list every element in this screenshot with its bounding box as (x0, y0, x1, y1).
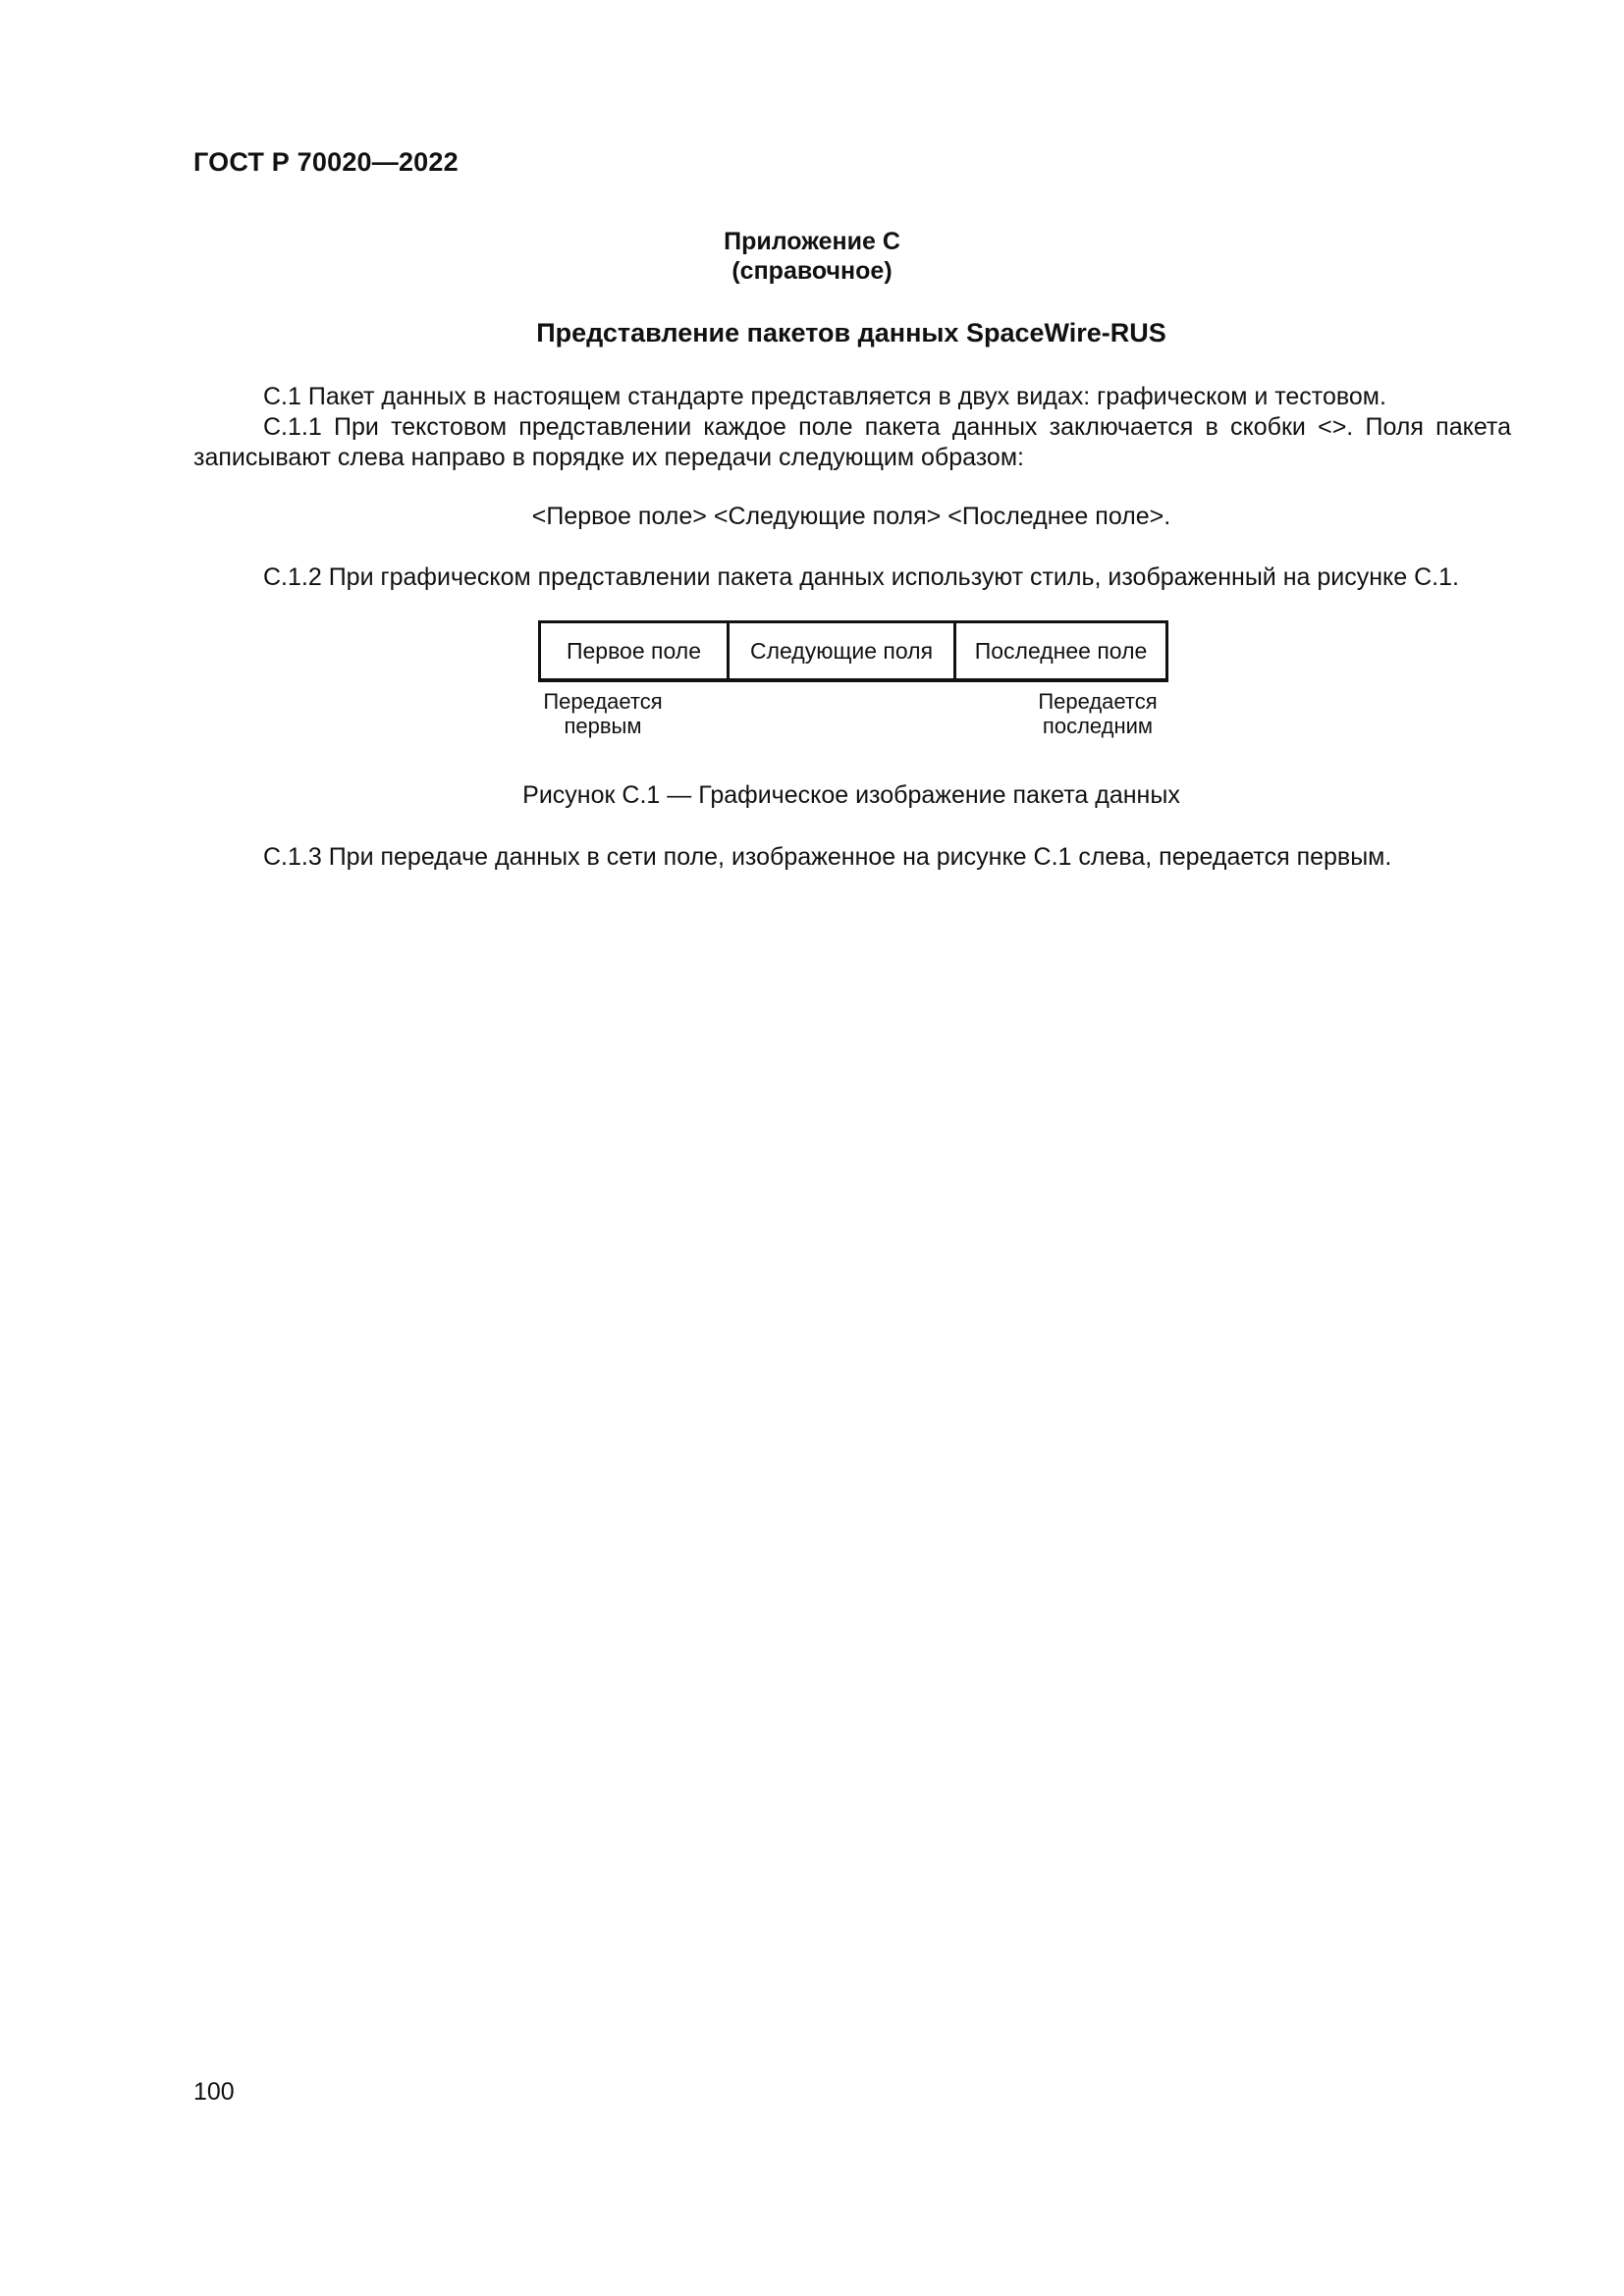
document-header: ГОСТ Р 70020—2022 (193, 147, 459, 177)
transmitted-last-label (1029, 689, 1166, 738)
packet-field-next: Следующие поля (730, 623, 956, 678)
appendix-type: (справочное) (731, 257, 893, 285)
appendix-title: Приложение С (724, 228, 900, 255)
transmitted-last-line1: Передается (1038, 689, 1158, 714)
section-title: Представление пакетов данных SpaceWire-RUS (536, 318, 1166, 347)
figure-caption: Рисунок С.1 — Графическое изображение пакета данных (522, 781, 1180, 809)
page-number: 100 (193, 2078, 235, 2106)
paragraph-c1-1: С.1.1 При текстовом представлении каждое поле пакета данных заключается в скобки <>. Поля пакета записывают слева направо в порядке их передачи следующим образом: (193, 413, 1511, 471)
transmitted-first-label (534, 689, 672, 738)
packet-field-first: Первое поле (541, 623, 730, 678)
transmitted-first-line2: первым (564, 714, 642, 738)
paragraph-c1: С.1 Пакет данных в настоящем стандарте представляется в двух видах: графическом и тестовом. (263, 383, 1386, 410)
paragraph-c1-3: С.1.3 При передаче данных в сети поле, изображенное на рисунке С.1 слева, передается первым. (263, 843, 1392, 871)
appendix-heading (0, 227, 1624, 286)
transmitted-first-line1: Передается (543, 689, 663, 714)
packet-field-last: Последнее поле (974, 637, 1148, 664)
packet-diagram (538, 620, 1166, 748)
packet-frame (538, 620, 1168, 682)
transmitted-last-line2: последним (1042, 714, 1154, 738)
paragraph-c1-2: С.1.2 При графическом представлении пакета данных используют стиль, изображенный на рисунке С.1. (263, 563, 1459, 591)
text-representation-formula: <Первое поле> <Следующие поля> <Последнее поле>. (531, 503, 1171, 530)
